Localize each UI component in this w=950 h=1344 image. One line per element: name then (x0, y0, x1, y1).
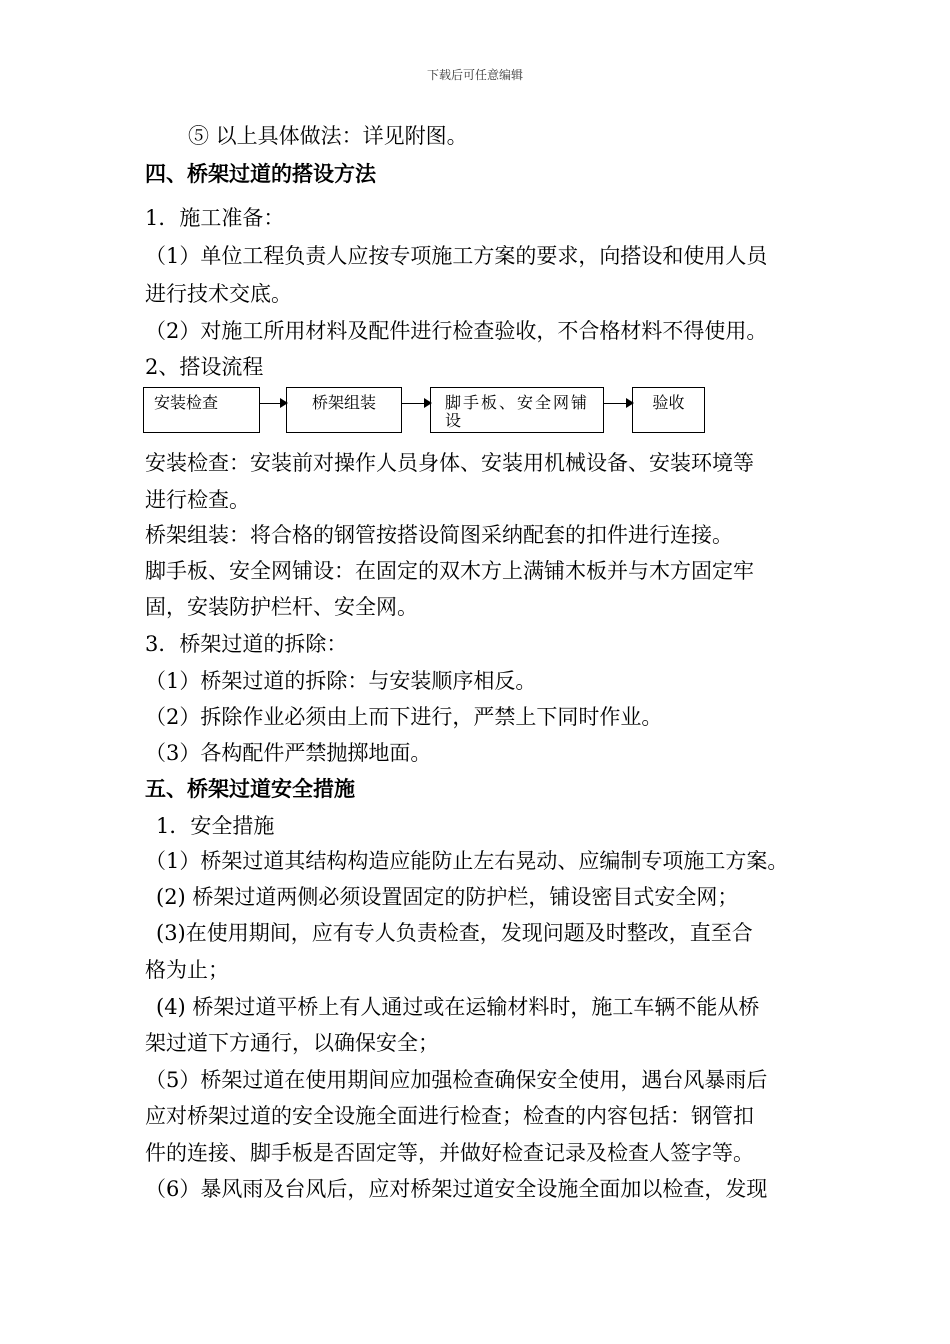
text-line: 进行技术交底。 (145, 282, 292, 306)
text-line: 脚手板、安全网铺设：在固定的双木方上满铺木板并与木方固定牢 (145, 559, 754, 583)
flow-step-scaffold-net: 脚手板、安全网铺设 (430, 387, 604, 433)
text-line: 架过道下方通行，以确保安全； (145, 1031, 439, 1055)
text-line: (4) 桥架过道平桥上有人通过或在运输材料时，施工车辆不能从桥 (156, 995, 760, 1019)
subsection-heading: 2、搭设流程 (145, 355, 264, 379)
text-line: （1）桥架过道的拆除：与安装顺序相反。 (145, 669, 537, 693)
text-line: 安装检查：安装前对操作人员身体、安装用机械设备、安装环境等 (145, 451, 754, 475)
flow-step-acceptance: 验收 (632, 387, 705, 433)
subsection-heading: 1．施工准备： (145, 206, 285, 230)
subsection-heading: 1．安全措施 (156, 814, 275, 838)
flow-step-install-check: 安装检查 (143, 387, 260, 433)
section-heading: 五、桥架过道安全措施 (145, 776, 355, 801)
subsection-heading: 3．桥架过道的拆除： (145, 632, 348, 656)
text-line: 件的连接、脚手板是否固定等，并做好检查记录及检查人签字等。 (145, 1141, 754, 1165)
text-line: 固，安装防护栏杆、安全网。 (145, 595, 418, 619)
section-heading: 四、桥架过道的搭设方法 (145, 161, 376, 186)
text-line: (3)在使用期间，应有专人负责检查，发现问题及时整改，直至合 (156, 921, 753, 945)
text-line: 应对桥架过道的安全设施全面进行检查；检查的内容包括：钢管扣 (145, 1104, 754, 1128)
page-header: 下载后可任意编辑 (426, 68, 523, 82)
flow-arrow (604, 403, 632, 404)
flow-arrow (260, 403, 286, 404)
text-line: （2）对施工所用材料及配件进行检查验收，不合格材料不得使用。 (145, 319, 768, 343)
text-line: 进行检查。 (145, 488, 250, 512)
text-line: (2) 桥架过道两侧必须设置固定的防护栏，铺设密目式安全网； (156, 885, 739, 909)
text-line: 格为止； (145, 958, 229, 982)
flow-arrow (402, 403, 430, 404)
text-line: ⑤ 以上具体做法：详见附图。 (188, 124, 468, 148)
text-line: （1）桥架过道其结构构造应能防止左右晃动、应编制专项施工方案。 (145, 849, 789, 873)
text-line: （6）暴风雨及台风后，应对桥架过道安全设施全面加以检查，发现 (145, 1177, 768, 1201)
text-line: （5）桥架过道在使用期间应加强检查确保安全使用，遇台风暴雨后 (145, 1068, 768, 1092)
text-line: 桥架组装：将合格的钢管按搭设简图采纳配套的扣件进行连接。 (145, 523, 733, 547)
text-line: （1）单位工程负责人应按专项施工方案的要求，向搭设和使用人员 (145, 244, 768, 268)
text-line: （2）拆除作业必须由上而下进行，严禁上下同时作业。 (145, 705, 663, 729)
flow-step-bridge-assembly: 桥架组装 (286, 387, 402, 433)
text-line: （3）各构配件严禁抛掷地面。 (145, 741, 432, 765)
